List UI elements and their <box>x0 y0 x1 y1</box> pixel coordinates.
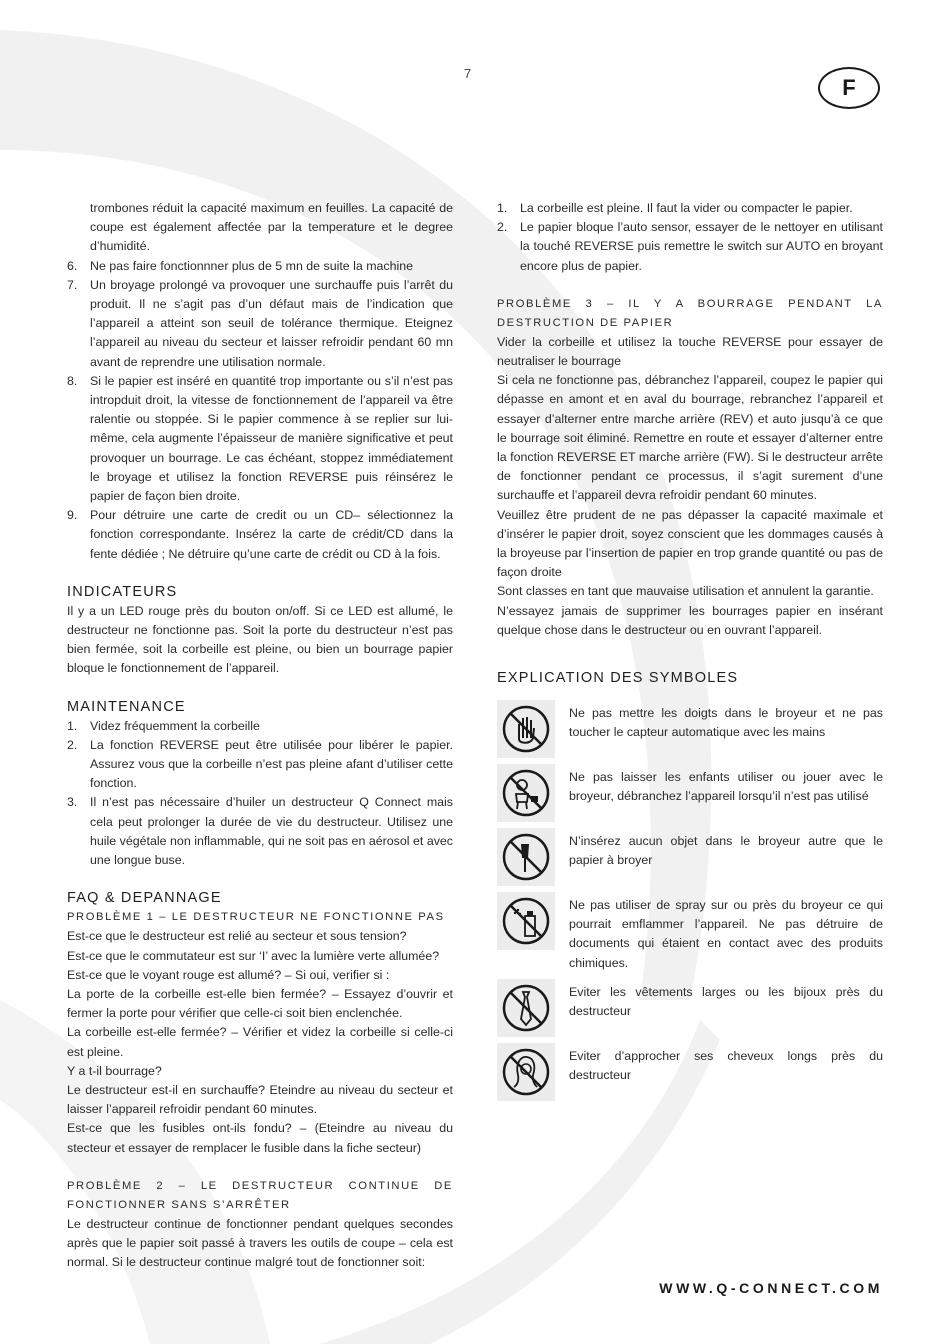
problem2-list <box>497 199 883 276</box>
faq-line: La porte de la corbeille est-elle bien fermée? – Essayez d’ouvrir et fermer la porte pour vérifier que celle-ci soit bien enclenchée. <box>67 986 453 1021</box>
problem3-paragraph: Veuillez être prudent de ne pas dépasser la capacité maximale et d’insérer le papier droit, soyez conscient que les dommages causés à la broyeuse par l’insertion de papier en trop grande quantité ou pas de façon droite <box>497 507 883 580</box>
symbol-description: Ne pas utiliser de spray sur ou près du broyeur ce qui pourrait emflammer l’appareil. Ne pas détruire de documents qui étaient en contact avec des produits chimiques. <box>569 898 883 970</box>
no-spray-icon <box>497 892 555 950</box>
no-long-hair-icon <box>497 1043 555 1101</box>
symbol-description: Ne pas mettre les doigts dans le broyeur et ne pas toucher le capteur automatique avec les mains <box>569 706 883 740</box>
symbol-row <box>497 700 883 758</box>
maintenance-heading: MAINTENANCE <box>67 698 186 715</box>
no-tie-icon <box>497 979 555 1037</box>
continuation-text: trombones réduit la capacité maximum en feuilles. La capacité de coupe est également affectée par la temperature et le degree d’humidité. <box>90 201 453 254</box>
list-item: 9. Pour détruire une carte de credit ou un CD– sélectionnez la fonction correspondante. Insérez la carte de crédit/CD dans la fente dédiée ; Ne détruire qu’une carte de crédit ou CD à la fois. <box>67 508 453 561</box>
list-item: 2. Le papier bloque l’auto sensor, essayer de le nettoyer en utilisant la touché REVERSE puis remettre le switch sur AUTO en broyant encore plus de papier. <box>497 220 883 273</box>
indicateurs-text: Il y a un LED rouge près du bouton on/off. Si ce LED est allumé, le destructeur ne fonctionne pas. Soit la porte du destructeur n’est pas bien fermée, soit la corbeille est pleine, ou bien un bourrage papier bloque le fonctionnement de l’appareil. <box>67 603 453 676</box>
list-item: 3. Il n’est pas nécessaire d’huiler un destructeur Q Connect mais cela peut prolonger la durée de vie du destructeur. Utilisez une huile végétale non inflammable, qui ne soit pas en aérosol et avec une longue buse. <box>67 795 453 868</box>
list-item: 8. Si le papier est inséré en quantité trop importante ou s’il n’est pas intropduit droit, la vitesse de fonctionnement de l’appareil va être ralentie ou stoppée. Si le papier commence à se replier sur lui-même, cela augmente l’épaisseur de manière significative et peut provoquer un bourrage. Le cas échéant, stoppez immédiatement le broyage et utilisez la fonction REVERSE puis réinsérez le papier de façon bien droite. <box>67 373 453 504</box>
list-item: 1. Videz fréquemment la corbeille <box>67 718 260 733</box>
symbol-description: Eviter les vêtements larges ou les bijoux près du destructeur <box>569 984 883 1019</box>
safety-list <box>67 257 453 564</box>
symbol-description: Ne pas laisser les enfants utiliser ou jouer avec le broyeur, débranchez l’appareil lorsqu’il n’est pas utilisé <box>569 770 883 804</box>
no-children-icon <box>497 764 555 822</box>
faq-line: Est-ce que le commutateur est sur ‘I’ avec la lumière verte allumée? <box>67 948 440 963</box>
symbols-heading: EXPLICATION DES SYMBOLES <box>497 670 739 687</box>
problem3-paragraph: N’essayez jamais de supprimer les bourrages papier en insérant quelque chose dans le destructeur ou en ouvrant l’appareil. <box>497 603 883 637</box>
symbol-row <box>497 764 883 822</box>
problem1-heading: PROBLÈME 1 – LE DESTRUCTEUR NE FONCTIONNE PAS <box>67 911 445 924</box>
symbol-row <box>497 979 883 1037</box>
maintenance-list <box>67 717 453 871</box>
list-item: 2. La fonction REVERSE peut être utilisée pour libérer le papier. Assurez vous que la corbeille n’est pas pleine afant d’utiliser cette fonction. <box>67 737 453 791</box>
faq-heading: FAQ & DEPANNAGE <box>67 890 222 907</box>
language-badge: F <box>818 67 880 109</box>
problem3-paragraph: Vider la corbeille et utilisez la touche REVERSE pour essayer de neutraliser le bourrage <box>497 334 883 369</box>
faq-line: Est-ce que les fusibles ont-ils fondu? – (Eteindre au niveau du stecteur et essayer de remplacer le fusible dans la fiche secteur) <box>67 1121 453 1155</box>
symbol-row <box>497 828 883 886</box>
faq-line: Y a t-il bourrage? <box>67 1063 162 1078</box>
symbol-description: Eviter d’approcher ses cheveux longs près du destructeur <box>569 1048 883 1083</box>
faq-line: Est-ce que le voyant rouge est allumé? – Si oui, verifier si : <box>67 967 390 982</box>
faq-line: Est-ce que le destructeur est relié au secteur et sous tension? <box>67 929 407 944</box>
problem3-heading: PROBLÈME 3 – IL Y A BOURRAGE PENDANT LA DESTRUCTION DE PAPIER <box>497 297 883 329</box>
problem3-paragraph: Si cela ne fonctionne pas, débranchez l’appareil, coupez le papier qui dépasse en amont et en aval du bourrage, rebranchez l’appareil et essayer d’alterner entre marche arrière (REV) et auto jusqu’à ce que le bourrage soit éliminé. Remettre en route et essayer d’alterner entre la fonction REVERSE ET marche arrière (FW). Si le destructeur arrête de fonctionner pendant ce processus, il s’agit surement d’une surchauffe et l’appareil devra refroidir pendant 60 minutes. <box>497 373 883 503</box>
symbol-row <box>497 892 883 973</box>
right-column <box>497 199 883 1107</box>
problem3-paragraph: Sont classes en tant que mauvaise utilisation et annulent la garantie. <box>497 584 874 599</box>
no-objects-icon <box>497 828 555 886</box>
page-number: 7 <box>464 66 472 81</box>
footer-website: WWW.Q-CONNECT.COM <box>659 1280 883 1296</box>
symbol-row <box>497 1043 883 1101</box>
symbol-description: N’insérez aucun objet dans le broyeur autre que le papier à broyer <box>569 834 883 868</box>
list-item: 6. Ne pas faire fonctionnner plus de 5 mn de suite la machine <box>67 258 414 273</box>
list-item: 1. La corbeille est pleine. Il faut la vider ou compacter le papier. <box>497 201 853 215</box>
left-column <box>67 199 453 1272</box>
faq-line: Le destructeur est-il en surchauffe? Eteindre au niveau du secteur et laisser l’appareil refroidir pendant 60 minutes. <box>67 1082 453 1117</box>
no-hand-icon <box>497 700 555 758</box>
indicateurs-heading: INDICATEURS <box>67 583 178 600</box>
problem2-text: Le destructeur continue de fonctionner pendant quelques secondes après que le papier soit passé à travers les outils de coupe – cela est normal. Si le destructeur continue malgré tout de fonctionner soit: <box>67 1216 453 1270</box>
list-item: 7. Un broyage prolongé va provoquer une surchauffe puis l’arrêt du produit. Il ne s’agit pas d’un défaut mais de l’indication que l’appareil a atteint son seuil de tolérance thermique. Eteignez l’appareil au niveau du secteur et laisser refroidir pendant 60 mn avant de reprendre une utilisation normale. <box>67 277 453 369</box>
problem2-heading: PROBLÈME 2 – LE DESTRUCTEUR CONTINUE DE FONCTIONNER SANS S’ARRÊTER <box>67 1179 453 1211</box>
faq-line: La corbeille est-elle fermée? – Vérifier et videz la corbeille si celle-ci est pleine. <box>67 1025 453 1059</box>
